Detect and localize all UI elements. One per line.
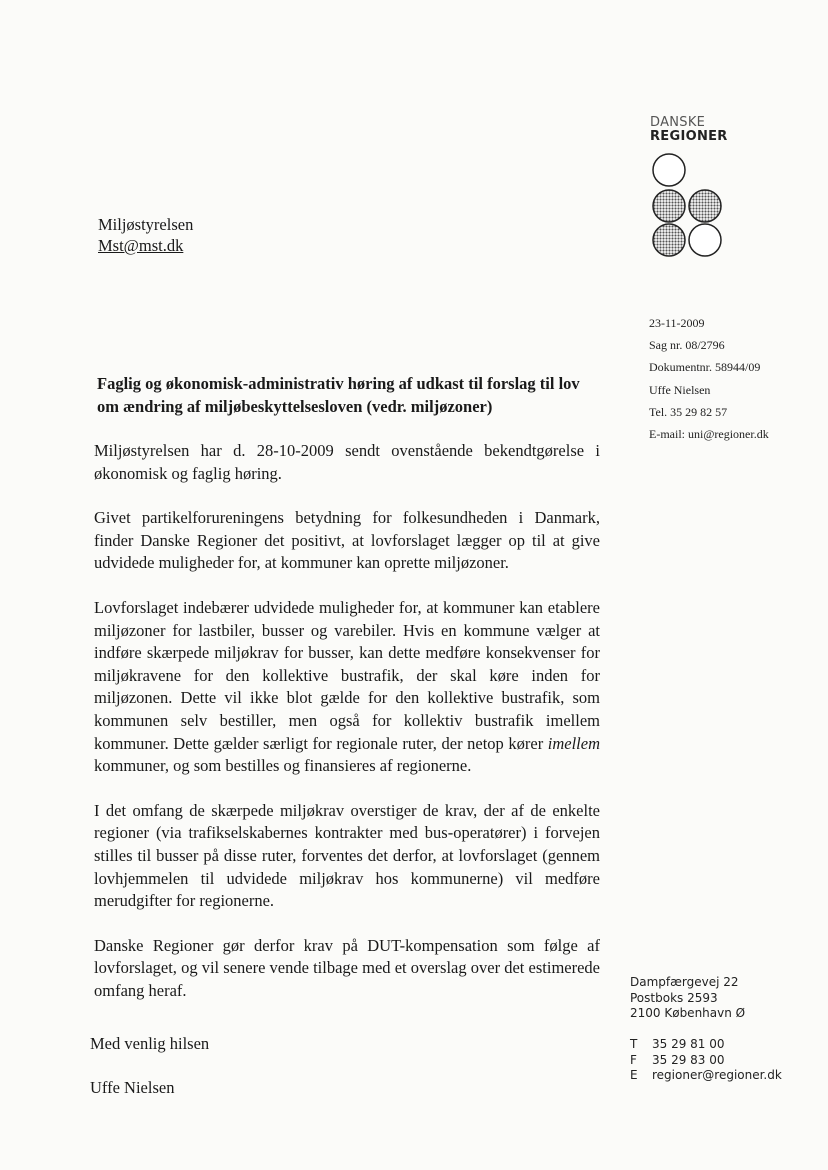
recipient-email-link[interactable]: Mst@mst.dk <box>98 236 184 255</box>
paragraph-2: Givet partikelforureningens betydning for folkesundheden i Danmark, finder Danske Regioner det positivt, at lovforslaget lægger op til at give udvidede muligheder for, at kommuner kan oprette miljøzoner. <box>94 508 600 573</box>
danske-regioner-logo <box>650 116 740 274</box>
address-box: Postboks 2593 <box>630 990 718 1005</box>
recipient-name: Miljøstyrelsen <box>98 215 194 234</box>
document-metadata <box>649 312 769 445</box>
postal-address <box>630 975 745 1022</box>
date: 23-11-2009 <box>649 316 705 330</box>
address-city: 2100 København Ø <box>630 1006 746 1020</box>
recipient-block <box>98 214 193 256</box>
paragraph-3-emphasis: imellem <box>547 733 600 753</box>
logo-line-1: DANSKE <box>650 115 706 130</box>
contact-name: Uffe Nielsen <box>649 382 711 397</box>
letter-body <box>94 440 600 1024</box>
contact-row-fax <box>630 1053 782 1069</box>
subject-heading: Faglig og økonomisk-administrativ høring af udkast til forslag til lov om ændring af miljøbeskyttelsesloven (vedr. miljøzoner) <box>97 374 580 416</box>
telephone-value: 35 29 81 00 <box>652 1037 725 1051</box>
paragraph-3-text-a: Lovforslaget indebærer udvidede muligheder for, at kommuner kan etablere miljøzoner for lastbiler, busser og varebiler. Hvis en kommune vælger at indføre skærpede miljøkrav for busser, kan dette medføre konsekvenser for miljøkravene for den kollektive bustrafik, der skal køre inden for miljøzonen. Dette vil ikke blot gælde for den kollektive bustrafik, som kommunen selv bestiller, men også for kollektiv bustrafik imellem kommuner. Dette gælder særligt for regionale ruter, der netop kører <box>94 597 600 753</box>
document-number: Dokumentnr. 58944/09 <box>649 360 761 375</box>
contact-row-telephone <box>630 1037 782 1053</box>
paragraph-1: Miljøstyrelsen har d. 28-10-2009 sendt ovenstående bekendtgørelse i økonomisk og faglig høring. <box>94 441 600 483</box>
address-street: Dampfærgevej 22 <box>630 975 739 989</box>
logo-line-2: REGIONER <box>650 129 728 144</box>
fax-value: 35 29 83 00 <box>652 1052 725 1067</box>
closing-phrase: Med venlig hilsen <box>90 1034 210 1053</box>
telephone-key: T <box>630 1037 638 1051</box>
paragraph-4: I det omfang de skærpede miljøkrav overstiger de krav, der af de enkelte regioner (via trafikselskabernes kontrakter med bus-operatører) i forvejen stilles til busser på disse ruter, forventes det derfor, at lovforslaget (gennem lovhjemmelen til udvidede miljøkrav hos kommunerne) vil medføre merudgifter for regionerne. <box>94 800 600 911</box>
contact-phone: Tel. 35 29 82 57 <box>649 404 728 419</box>
contact-email: E-mail: uni@regioner.dk <box>649 427 769 442</box>
paragraph-3 <box>94 597 600 778</box>
fax-key: F <box>630 1052 637 1067</box>
organisation-contact <box>630 1037 782 1084</box>
regions-circles-icon <box>650 150 730 274</box>
case-number: Sag nr. 08/2796 <box>649 338 725 353</box>
paragraph-5: Danske Regioner gør derfor krav på DUT-kompensation som følge af lovforslaget, og vil senere vende tilbage med et overslag over det estimerede omfang heraf. <box>94 935 600 1000</box>
email-value[interactable]: regioner@regioner.dk <box>652 1068 782 1082</box>
signer-name: Uffe Nielsen <box>90 1078 175 1097</box>
paragraph-3-text-b: kommuner, og som bestilles og finansieres af regionerne. <box>94 756 472 776</box>
contact-row-email <box>630 1068 782 1084</box>
email-key: E <box>630 1068 638 1082</box>
